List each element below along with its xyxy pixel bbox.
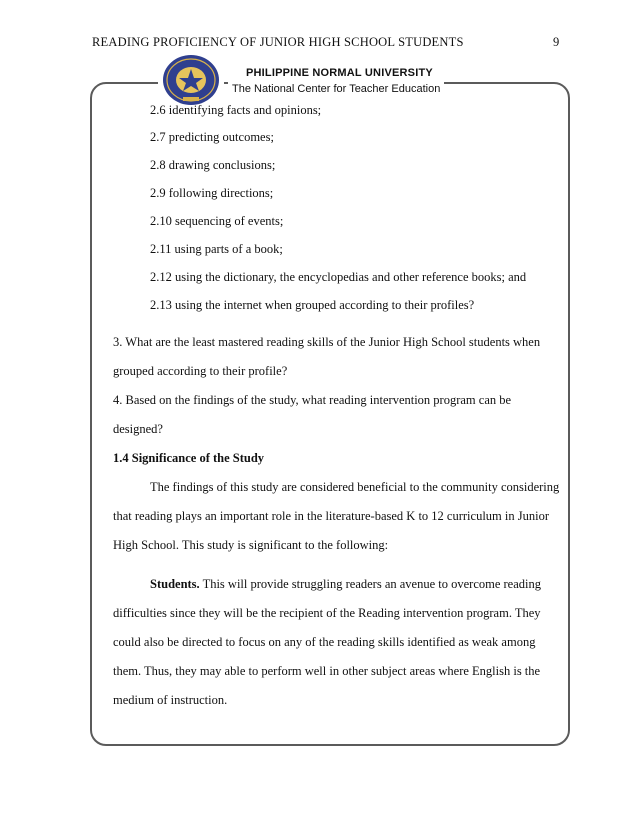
sub-item: 2.8 drawing conclusions; <box>150 158 276 172</box>
section-heading: 1.4 Significance of the Study <box>113 451 265 465</box>
paragraph-line: that reading plays an important role in the literature-based K to 12 curriculum in Junior <box>113 509 549 523</box>
question-4-line-2: designed? <box>113 422 163 436</box>
center-name: The National Center for Teacher Education <box>232 83 441 95</box>
paragraph-line: medium of instruction. <box>113 693 228 707</box>
paragraph-line <box>150 576 541 592</box>
paragraph-line: High School. This study is significant to the following: <box>113 538 389 552</box>
students-label: Students. <box>150 577 200 591</box>
question-3-line-2: grouped according to their profile? <box>113 364 288 378</box>
students-text: This will provide struggling readers an avenue to overcome reading <box>199 577 542 591</box>
university-seal-icon <box>162 54 220 106</box>
running-head: READING PROFICIENCY OF JUNIOR HIGH SCHOOL STUDENTS <box>92 35 464 49</box>
paragraph-line: them. Thus, they may able to perform well in other subject areas where English is the <box>113 664 541 678</box>
sub-item: 2.6 identifying facts and opinions; <box>150 103 322 117</box>
sub-item: 2.10 sequencing of events; <box>150 214 284 228</box>
sub-item: 2.13 using the internet when grouped according to their profiles? <box>150 298 475 312</box>
question-3-line-1: 3. What are the least mastered reading skills of the Junior High School students when <box>113 335 541 349</box>
paragraph-line: could also be directed to focus on any of the reading skills identified as weak among <box>113 635 536 649</box>
paragraph-line: difficulties since they will be the recipient of the Reading intervention program. They <box>113 606 541 620</box>
sub-item: 2.11 using parts of a book; <box>150 242 283 256</box>
sub-item: 2.7 predicting outcomes; <box>150 130 274 144</box>
paragraph-line: The findings of this study are considered beneficial to the community considering <box>150 480 560 494</box>
sub-item: 2.9 following directions; <box>150 186 274 200</box>
question-4-line-1: 4. Based on the findings of the study, what reading intervention program can be <box>113 393 512 407</box>
page-number: 9 <box>553 35 560 49</box>
university-name: PHILIPPINE NORMAL UNIVERSITY <box>246 67 433 79</box>
sub-item: 2.12 using the dictionary, the encyclopedias and other reference books; and <box>150 270 527 284</box>
